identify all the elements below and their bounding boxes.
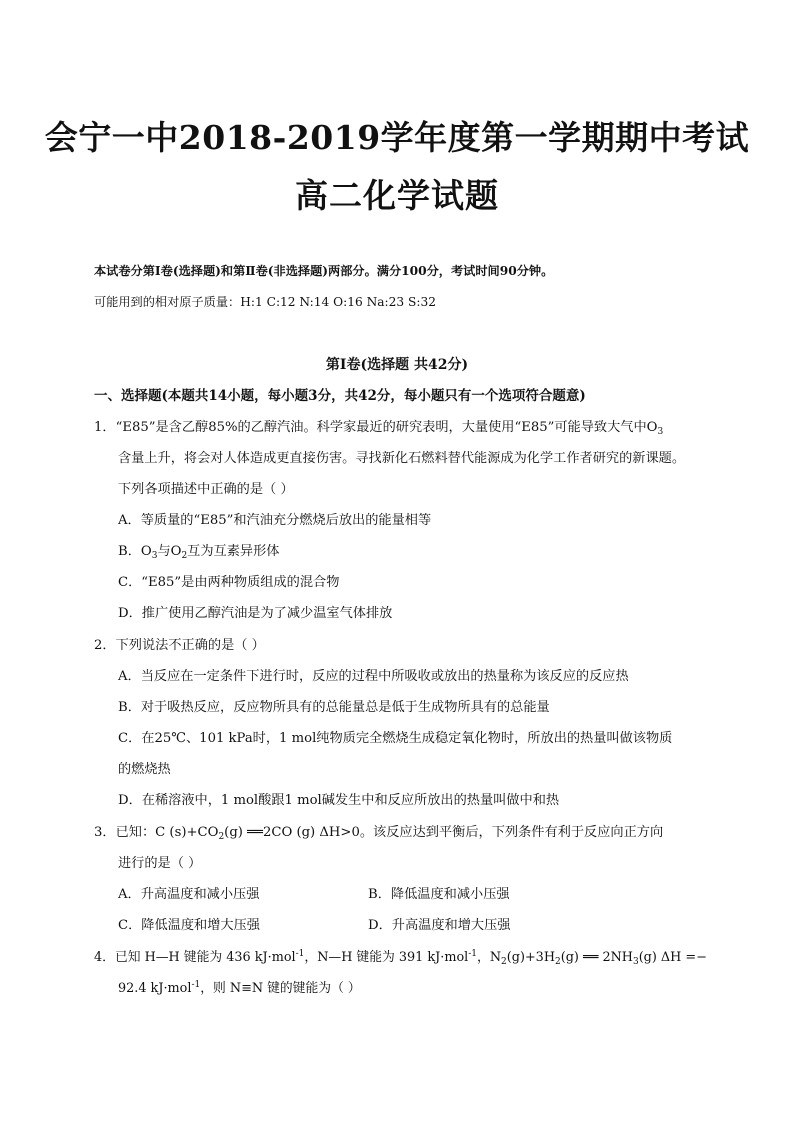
question-3-stem: 进行的是（ ）	[118, 856, 202, 871]
section-title: 第Ⅰ卷(选择题 共42分)	[325, 357, 469, 373]
question-1-option-a: A．等质量的“E85”和汽油充分燃烧后放出的能量相等	[118, 513, 432, 528]
question-1-stem: 含量上升，将会对人体造成更直接伤害。寻找新化石燃料替代能源成为化学工作者研究的新课题。	[118, 451, 686, 466]
question-2-option-a: A．当反应在一定条件下进行时，反应的过程中所吸收或放出的热量称为该反应的反应热	[118, 669, 629, 684]
question-1-option-c: C．“E85”是由两种物质组成的混合物	[118, 575, 340, 590]
atomic-mass-line: 可能用到的相对原子质量：H:1 C:12 N:14 O:16 Na:23 S:32	[94, 295, 437, 309]
question-4-stem: 4．已知 H—H 键能为 436 kJ·mol$^{-1}$，N—H 键能为 391 kJ·mol$^{-1}$，$N_2(g)+3H_2(g)$ ══ $2NH_3(g) \Delta H$ =−	[94, 949, 707, 967]
exam-subtitle: 高二化学试题	[295, 176, 499, 215]
question-3-option-d: D．升高温度和增大压强	[368, 918, 511, 933]
question-3-option-c: C．降低温度和增大压强	[118, 918, 260, 933]
question-1-stem: 下列各项描述中正确的是（ ）	[118, 482, 294, 497]
question-4-stem: 92.4 kJ·mol$^{-1}$，则 N≡N 键的键能为（ ）	[118, 980, 361, 996]
section-instructions: 一、选择题(本题共14小题，每小题3分，共42分，每小题只有一个选项符合题意)	[94, 388, 586, 404]
intro-line: 本试卷分第Ⅰ卷(选择题)和第Ⅱ卷(非选择题)两部分。满分100分，考试时间90分钟。	[94, 264, 554, 278]
question-1-option-b: B．$O_3$与$O_2$互为互素异形体	[118, 544, 280, 561]
exam-title: 会宁一中2018-2019学年度第一学期期中考试	[44, 118, 750, 157]
question-3-option-a: A．升高温度和减小压强	[118, 887, 260, 902]
question-3-stem: 3．已知：C $(s)+CO_2(g)$ ══2CO (g) ΔH>0。该反应达到平衡后，下列条件有利于反应向正方向	[94, 825, 664, 842]
question-1-stem: 1．“E85”是含乙醇85%的乙醇汽油。科学家最近的研究表明，大量使用“E85”可能导致大气中$O_3$	[94, 420, 664, 437]
question-3-option-b: B．降低温度和减小压强	[368, 887, 510, 902]
question-2-option-c: 的燃烧热	[118, 762, 171, 777]
question-2-option-c: C．在25℃、101 kPa时，1 mol纯物质完全燃烧生成稳定氧化物时，所放出的热量叫做该物质	[118, 731, 673, 746]
question-1-option-d: D．推广使用乙醇汽油是为了减少温室气体排放	[118, 606, 393, 621]
question-2-option-b: B．对于吸热反应，反应物所具有的总能量总是低于生成物所具有的总能量	[118, 700, 550, 715]
question-2-stem: 2．下列说法不正确的是（ ）	[94, 638, 265, 653]
question-2-option-d: D．在稀溶液中，1 mol酸跟1 mol碱发生中和反应所放出的热量叫做中和热	[118, 793, 560, 808]
